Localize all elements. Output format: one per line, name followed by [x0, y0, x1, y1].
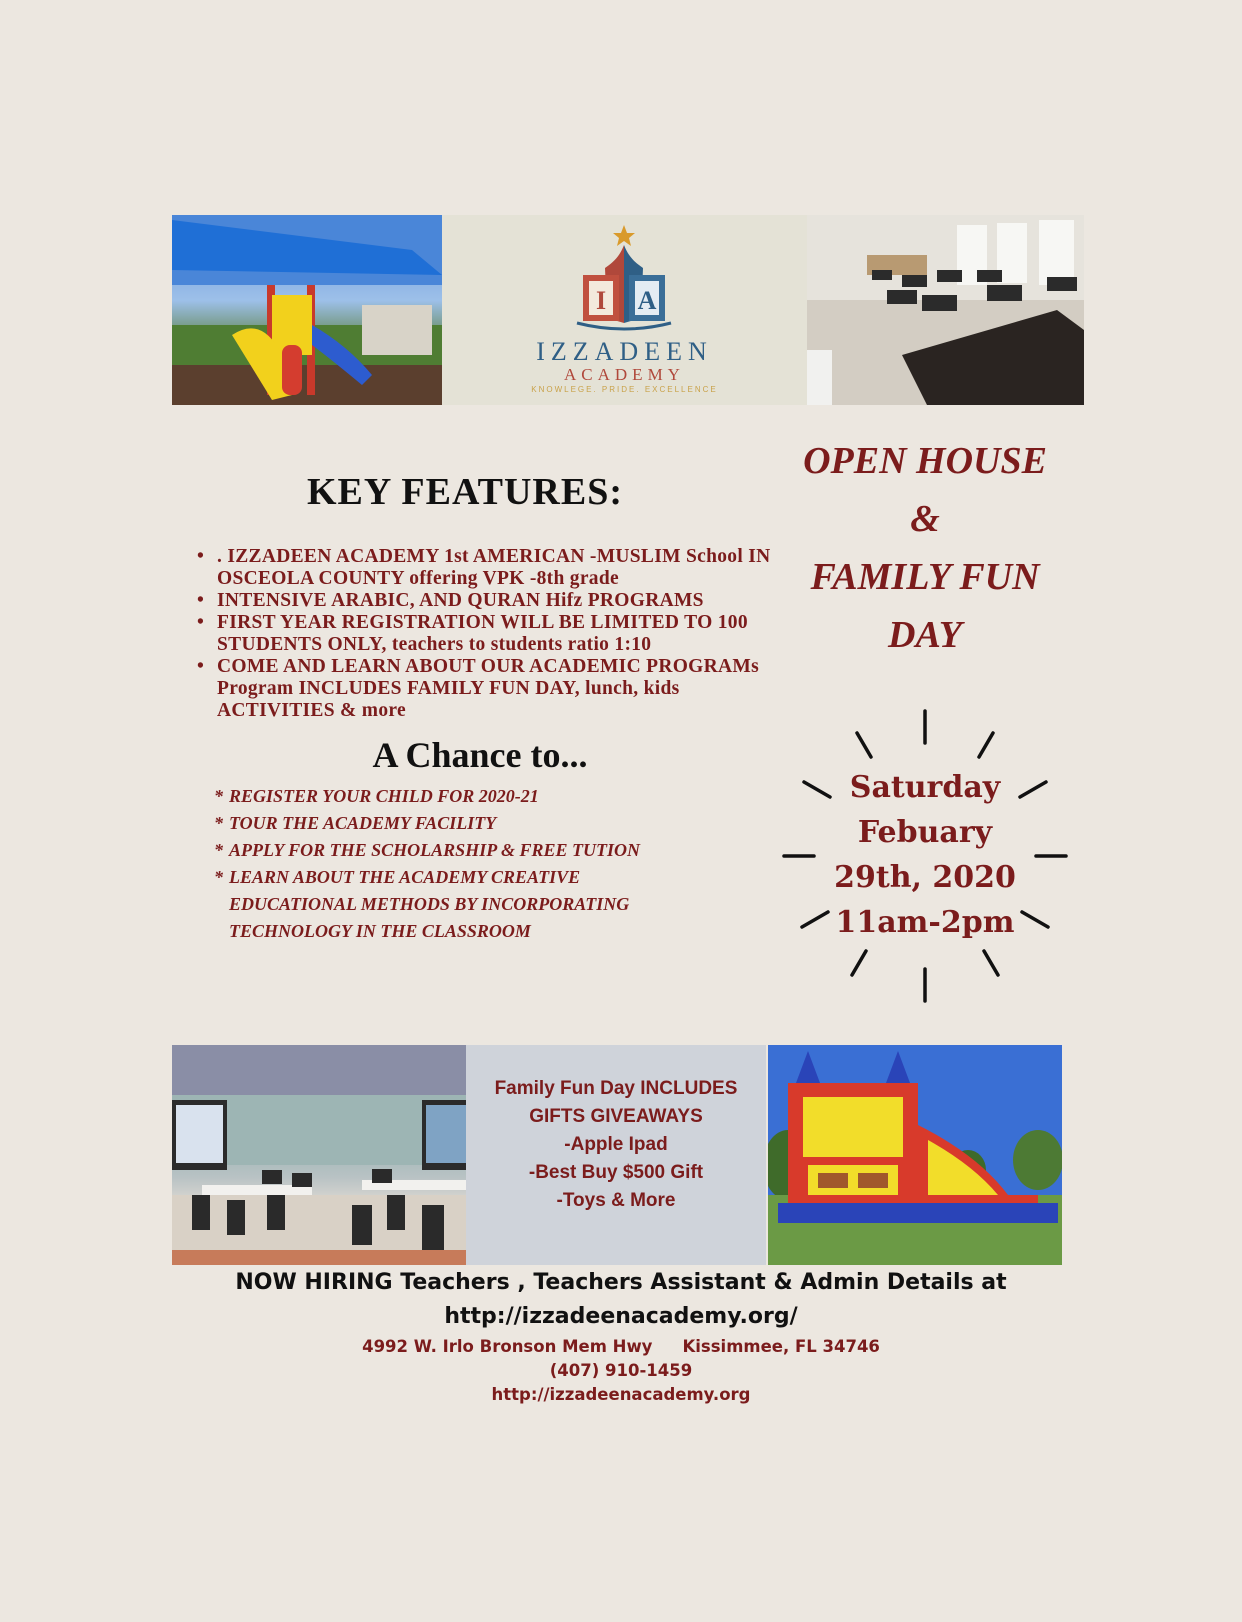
- website-link[interactable]: http://izzadeenacademy.org: [491, 1385, 751, 1404]
- event-title-line: &: [910, 498, 940, 540]
- phone-number[interactable]: (407) 910-1459: [549, 1361, 693, 1380]
- chance-item: * LEARN ABOUT THE ACADEMY CREATIVE EDUCATIONAL METHODS BY INCORPORATING TECHNOLOGY IN THE CLASSROOM: [214, 864, 694, 945]
- gifts-line: Family Fun Day INCLUDES: [494, 1078, 738, 1099]
- chance-item: * TOUR THE ACADEMY FACILITY: [214, 810, 694, 837]
- key-features-list: [195, 546, 795, 722]
- academy-logo-panel: [442, 215, 807, 405]
- feature-item: • FIRST YEAR REGISTRATION WILL BE LIMITED TO 100 STUDENTS ONLY, teachers to students ratio 1:10: [195, 612, 795, 656]
- logo-tagline: KNOWLEGE. PRIDE. EXCELLENCE: [531, 385, 718, 394]
- gifts-panel: [466, 1045, 766, 1265]
- event-date: [800, 765, 1050, 945]
- feature-item: • COME AND LEARN ABOUT OUR ACADEMIC PROGRAMs Program INCLUDES FAMILY FUN DAY, lunch, kids ACTIVITIES & more: [195, 656, 795, 722]
- hiring-text: NOW HIRING Teachers , Teachers Assistant & Admin Details at: [235, 1270, 1007, 1295]
- address-line: [0, 1335, 1242, 1359]
- logo-monogram-a: A: [637, 286, 657, 315]
- contact-info: [0, 1335, 1242, 1407]
- gifts-line: -Toys & More: [556, 1190, 676, 1211]
- chance-item: * APPLY FOR THE SCHOLARSHIP & FREE TUTION: [214, 837, 694, 864]
- classroom-photo: [807, 215, 1084, 405]
- event-month: Febuary: [857, 815, 993, 850]
- gifts-line: GIFTS GIVEAWAYS: [529, 1106, 703, 1127]
- chance-heading: A Chance to...: [372, 735, 588, 775]
- logo-subtitle: ACADEMY: [564, 365, 685, 384]
- feature-item: • INTENSIVE ARABIC, AND QURAN Hifz PROGRAMS: [195, 590, 795, 612]
- key-features-heading: KEY FEATURES:: [307, 471, 623, 513]
- event-title-line: DAY: [888, 614, 962, 656]
- computer-lab-photo: [172, 1045, 466, 1265]
- bounce-house-photo: [768, 1045, 1062, 1265]
- hiring-link[interactable]: http://izzadeenacademy.org/: [444, 1304, 798, 1329]
- event-date-number: 29th, 2020: [834, 860, 1016, 895]
- logo-monogram-i: I: [595, 286, 607, 315]
- event-title-line: FAMILY FUN: [810, 556, 1040, 598]
- event-title-line: OPEN HOUSE: [803, 440, 1047, 482]
- chance-item: * REGISTER YOUR CHILD FOR 2020-21: [214, 783, 694, 810]
- academy-logo-icon: [567, 223, 682, 335]
- playground-photo: [172, 215, 442, 405]
- event-time: 11am-2pm: [835, 905, 1015, 940]
- feature-item: • . IZZADEEN ACADEMY 1st AMERICAN -MUSLIM School IN OSCEOLA COUNTY offering VPK -8th grade: [195, 546, 795, 590]
- gifts-line: -Apple Ipad: [564, 1134, 668, 1155]
- logo-title: IZZADEEN: [536, 337, 713, 366]
- event-day: Saturday: [849, 770, 1001, 805]
- gifts-line: -Best Buy $500 Gift: [528, 1162, 704, 1183]
- street-address: 4992 W. Irlo Bronson Mem Hwy: [362, 1337, 653, 1356]
- city-address: Kissimmee, FL 34746: [682, 1337, 880, 1356]
- event-title: [780, 432, 1070, 664]
- chance-list: [214, 783, 694, 945]
- gifts-list: [466, 1075, 766, 1215]
- hiring-notice: [0, 1266, 1242, 1334]
